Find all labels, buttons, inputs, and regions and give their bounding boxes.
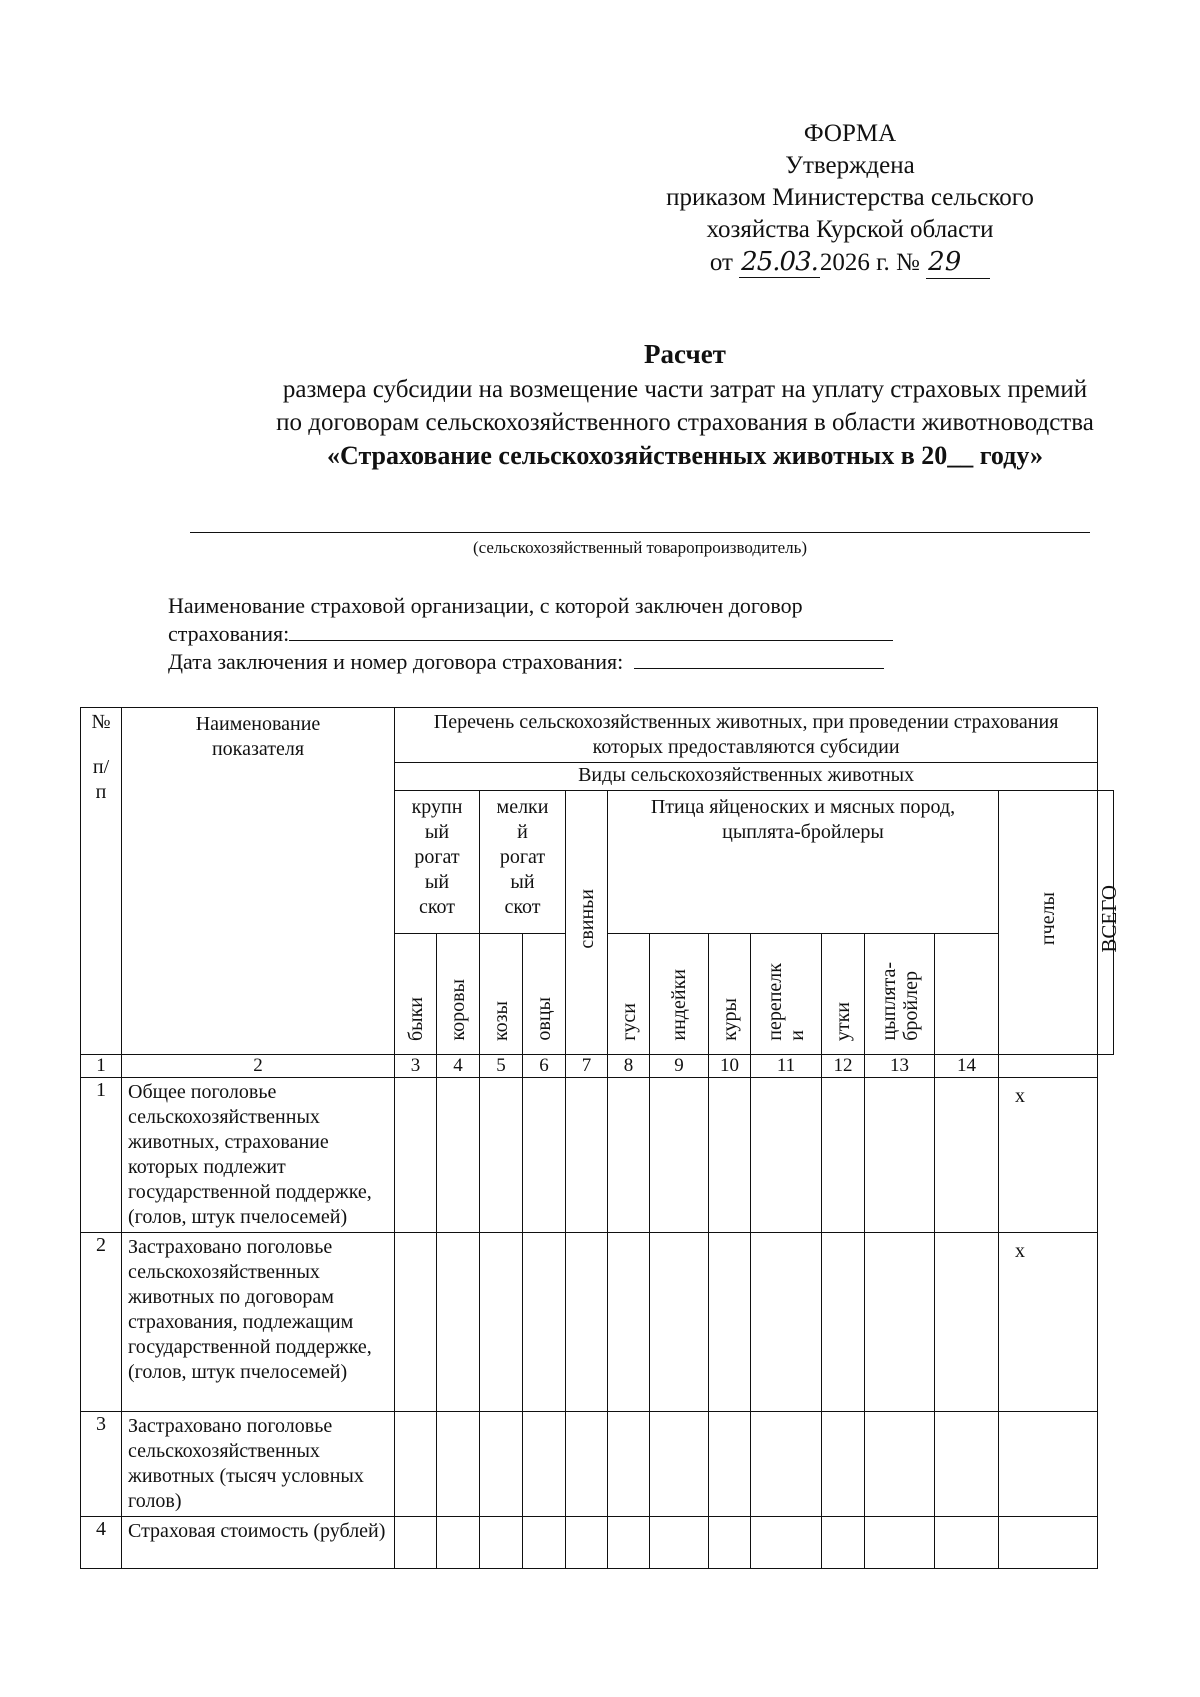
col-no: 6 [523,1055,566,1078]
col-no: 5 [480,1055,523,1078]
row-label: Общее поголовье сельскохозяйственных животных, страхование которых подлежит государственной поддержке, (голов, штук пчелосемей) [122,1078,395,1233]
col-number-pp1: п/ [92,756,110,778]
data-cell[interactable] [566,1412,608,1517]
quails-label-1: перепелк [764,963,786,1041]
data-cell[interactable] [751,1517,822,1569]
col-no: 9 [650,1055,709,1078]
cattle-part: рогат [414,846,460,868]
col-no [999,1055,1098,1078]
insurer-name-blank [289,622,893,641]
row-label: Страховая стоимость (рублей) [122,1517,395,1569]
total-cell[interactable] [999,1517,1098,1569]
producer-caption: (сельскохозяйственный товаропроизводитель) [472,538,808,557]
total-cell: х [999,1233,1098,1412]
small-cattle-part: мелки [496,796,549,818]
data-cell[interactable] [709,1233,751,1412]
approved-label: Утверждена [785,152,915,179]
sub-quails [751,934,822,1055]
row-number: 2 [81,1233,122,1412]
cattle-part: ый [424,871,450,893]
column-numbers-row [81,1055,1114,1078]
sheep-label: овцы [533,997,555,1041]
heading-line-2: по договорам сельскохозяйственного страхования в области животноводства [276,409,1094,436]
data-cell[interactable] [650,1233,709,1412]
small-cattle-part: ый [510,871,535,893]
chickens-label: куры [718,998,741,1041]
data-cell[interactable] [566,1233,608,1412]
data-cell[interactable] [865,1412,935,1517]
col-no: 8 [608,1055,650,1078]
col-number-symbol: № [91,711,111,733]
data-cell[interactable] [935,1412,999,1517]
total-label: ВСЕГО [1097,885,1122,953]
broilers-label-1: цыплята- [877,962,900,1041]
small-cattle-part: скот [504,896,541,918]
table-row [81,1412,1114,1517]
handwritten-date: 25.03. [741,247,818,277]
row-number: 3 [81,1412,122,1517]
data-cell[interactable] [935,1517,999,1569]
heading-line-1: размера субсидии на возмещение части затрат на уплату страховых премий [282,376,1088,403]
data-cell[interactable] [437,1412,480,1517]
col-no: 4 [437,1055,480,1078]
data-cell[interactable] [935,1233,999,1412]
cattle-part: крупн [411,796,463,818]
data-cell[interactable] [608,1233,650,1412]
quails-label-2: и [786,1030,808,1041]
data-cell[interactable] [709,1517,751,1569]
data-cell[interactable] [395,1078,437,1233]
data-cell[interactable] [608,1517,650,1569]
date-prefix: от [709,249,733,276]
sub-geese [608,934,650,1055]
data-cell[interactable] [650,1517,709,1569]
col-number-pp2: п [95,781,107,803]
col-number-header [81,708,122,1055]
sub-ducks [822,934,865,1055]
data-cell[interactable] [751,1078,822,1233]
col-no: 7 [566,1055,608,1078]
order-line-1: приказом Министерства сельского [666,184,1034,211]
col-no: 10 [709,1055,751,1078]
sub-chickens [709,934,751,1055]
data-cell[interactable] [437,1078,480,1233]
data-cell[interactable] [650,1412,709,1517]
data-cell[interactable] [395,1412,437,1517]
data-cell[interactable] [566,1078,608,1233]
form-label: ФОРМА [803,120,897,147]
data-cell[interactable] [709,1412,751,1517]
bees-label: пчелы [1037,892,1060,946]
broilers-label-2: бройлер [899,971,922,1041]
data-cell[interactable] [822,1412,865,1517]
data-cell[interactable] [822,1233,865,1412]
data-cell[interactable] [751,1412,822,1517]
data-cell[interactable] [822,1517,865,1569]
total-header [1097,791,1122,1055]
insurer-line-3 [168,648,1068,676]
approval-block [600,118,1100,279]
col-no: 3 [395,1055,437,1078]
row-label: Застраховано поголовье сельскохозяйственных животных (тысяч условных голов) [122,1412,395,1517]
data-cell[interactable] [709,1078,751,1233]
data-cell[interactable] [523,1517,566,1569]
cattle-part: ый [424,821,450,843]
sub-bulls [395,934,437,1055]
bees-header [999,791,1098,1055]
kinds-header: Виды сельскохозяйственных животных [395,763,1098,791]
bulls-label: быки [404,996,427,1041]
col-no: 14 [935,1055,999,1078]
sub-goats [480,934,523,1055]
ducks-label: утки [832,1001,854,1041]
row-number: 1 [81,1078,122,1233]
sub-cows [437,934,480,1055]
row-label: Застраховано поголовье сельскохозяйственных животных по договорам страхования, подлежащим государственной поддержке, (голов, штук пчелосемей) [122,1233,395,1412]
turkeys-label: индейки [668,969,690,1041]
data-cell[interactable] [865,1517,935,1569]
data-cell[interactable] [566,1517,608,1569]
col-no: 2 [122,1055,395,1078]
data-cell[interactable] [480,1412,523,1517]
data-cell[interactable] [480,1233,523,1412]
sub-turkeys [650,934,709,1055]
goats-label: козы [490,1000,512,1041]
year-text: 2026 г. № [819,249,920,276]
small-cattle-part: рогат [499,846,546,868]
table-row [81,1233,1114,1412]
insurer-label: страхования: [168,621,290,646]
producer-underline [190,532,1090,533]
pigs-header [566,791,608,1055]
data-cell[interactable] [751,1233,822,1412]
col-no: 12 [822,1055,865,1078]
insurer-line-2 [168,620,1068,648]
data-cell[interactable] [608,1078,650,1233]
col-no: 13 [865,1055,935,1078]
heading-program: «Страхование сельскохозяйственных животных в 20__ году» [327,441,1043,470]
col-no: 11 [751,1055,822,1078]
data-cell[interactable] [822,1078,865,1233]
data-cell[interactable] [650,1078,709,1233]
row-number: 4 [81,1517,122,1569]
data-cell[interactable] [523,1412,566,1517]
table-row [81,1517,1114,1569]
total-cell[interactable] [999,1412,1098,1517]
data-cell[interactable] [395,1517,437,1569]
data-cell[interactable] [395,1233,437,1412]
cattle-part: скот [418,896,456,918]
document-title: Расчет [644,339,726,369]
contract-label: Дата заключения и номер договора страхования: [168,649,624,674]
handwritten-number: 29 [926,246,990,279]
col-no: 1 [81,1055,122,1078]
order-line-2: хозяйства Курской области [706,216,994,243]
small-cattle-part: й [517,821,528,843]
data-cell[interactable] [480,1078,523,1233]
data-cell[interactable] [437,1233,480,1412]
col-name-header: Наименование показателя [122,708,395,1055]
document-heading [190,338,1180,472]
data-cell[interactable] [523,1233,566,1412]
data-cell[interactable] [865,1233,935,1412]
geese-label: гуси [617,1003,640,1041]
total-cell: х [999,1078,1098,1233]
subsidy-calculation-table [80,707,1122,1569]
poultry-header: Птица яйценоских и мясных пород, цыплята-бройлеры [608,791,999,934]
cattle-header [395,791,480,934]
data-cell[interactable] [523,1078,566,1233]
data-cell[interactable] [480,1517,523,1569]
data-cell[interactable] [935,1078,999,1233]
insurer-line-1: Наименование страховой организации, с которой заключен договор [168,593,803,618]
pigs-label: свиньи [575,889,598,949]
data-cell[interactable] [865,1078,935,1233]
data-cell[interactable] [608,1412,650,1517]
data-cell[interactable] [437,1517,480,1569]
sub-sheep [523,934,566,1055]
insurer-block [168,592,1068,676]
order-date-line [600,246,1100,279]
group-header: Перечень сельскохозяйственных животных, при проведении страхования которых предоставляются субсидии [395,708,1098,763]
contract-blank [634,650,884,669]
table-row [81,1078,1114,1233]
small-cattle-header [480,791,566,934]
sub-broilers [865,934,935,1055]
cows-label: коровы [447,979,469,1041]
